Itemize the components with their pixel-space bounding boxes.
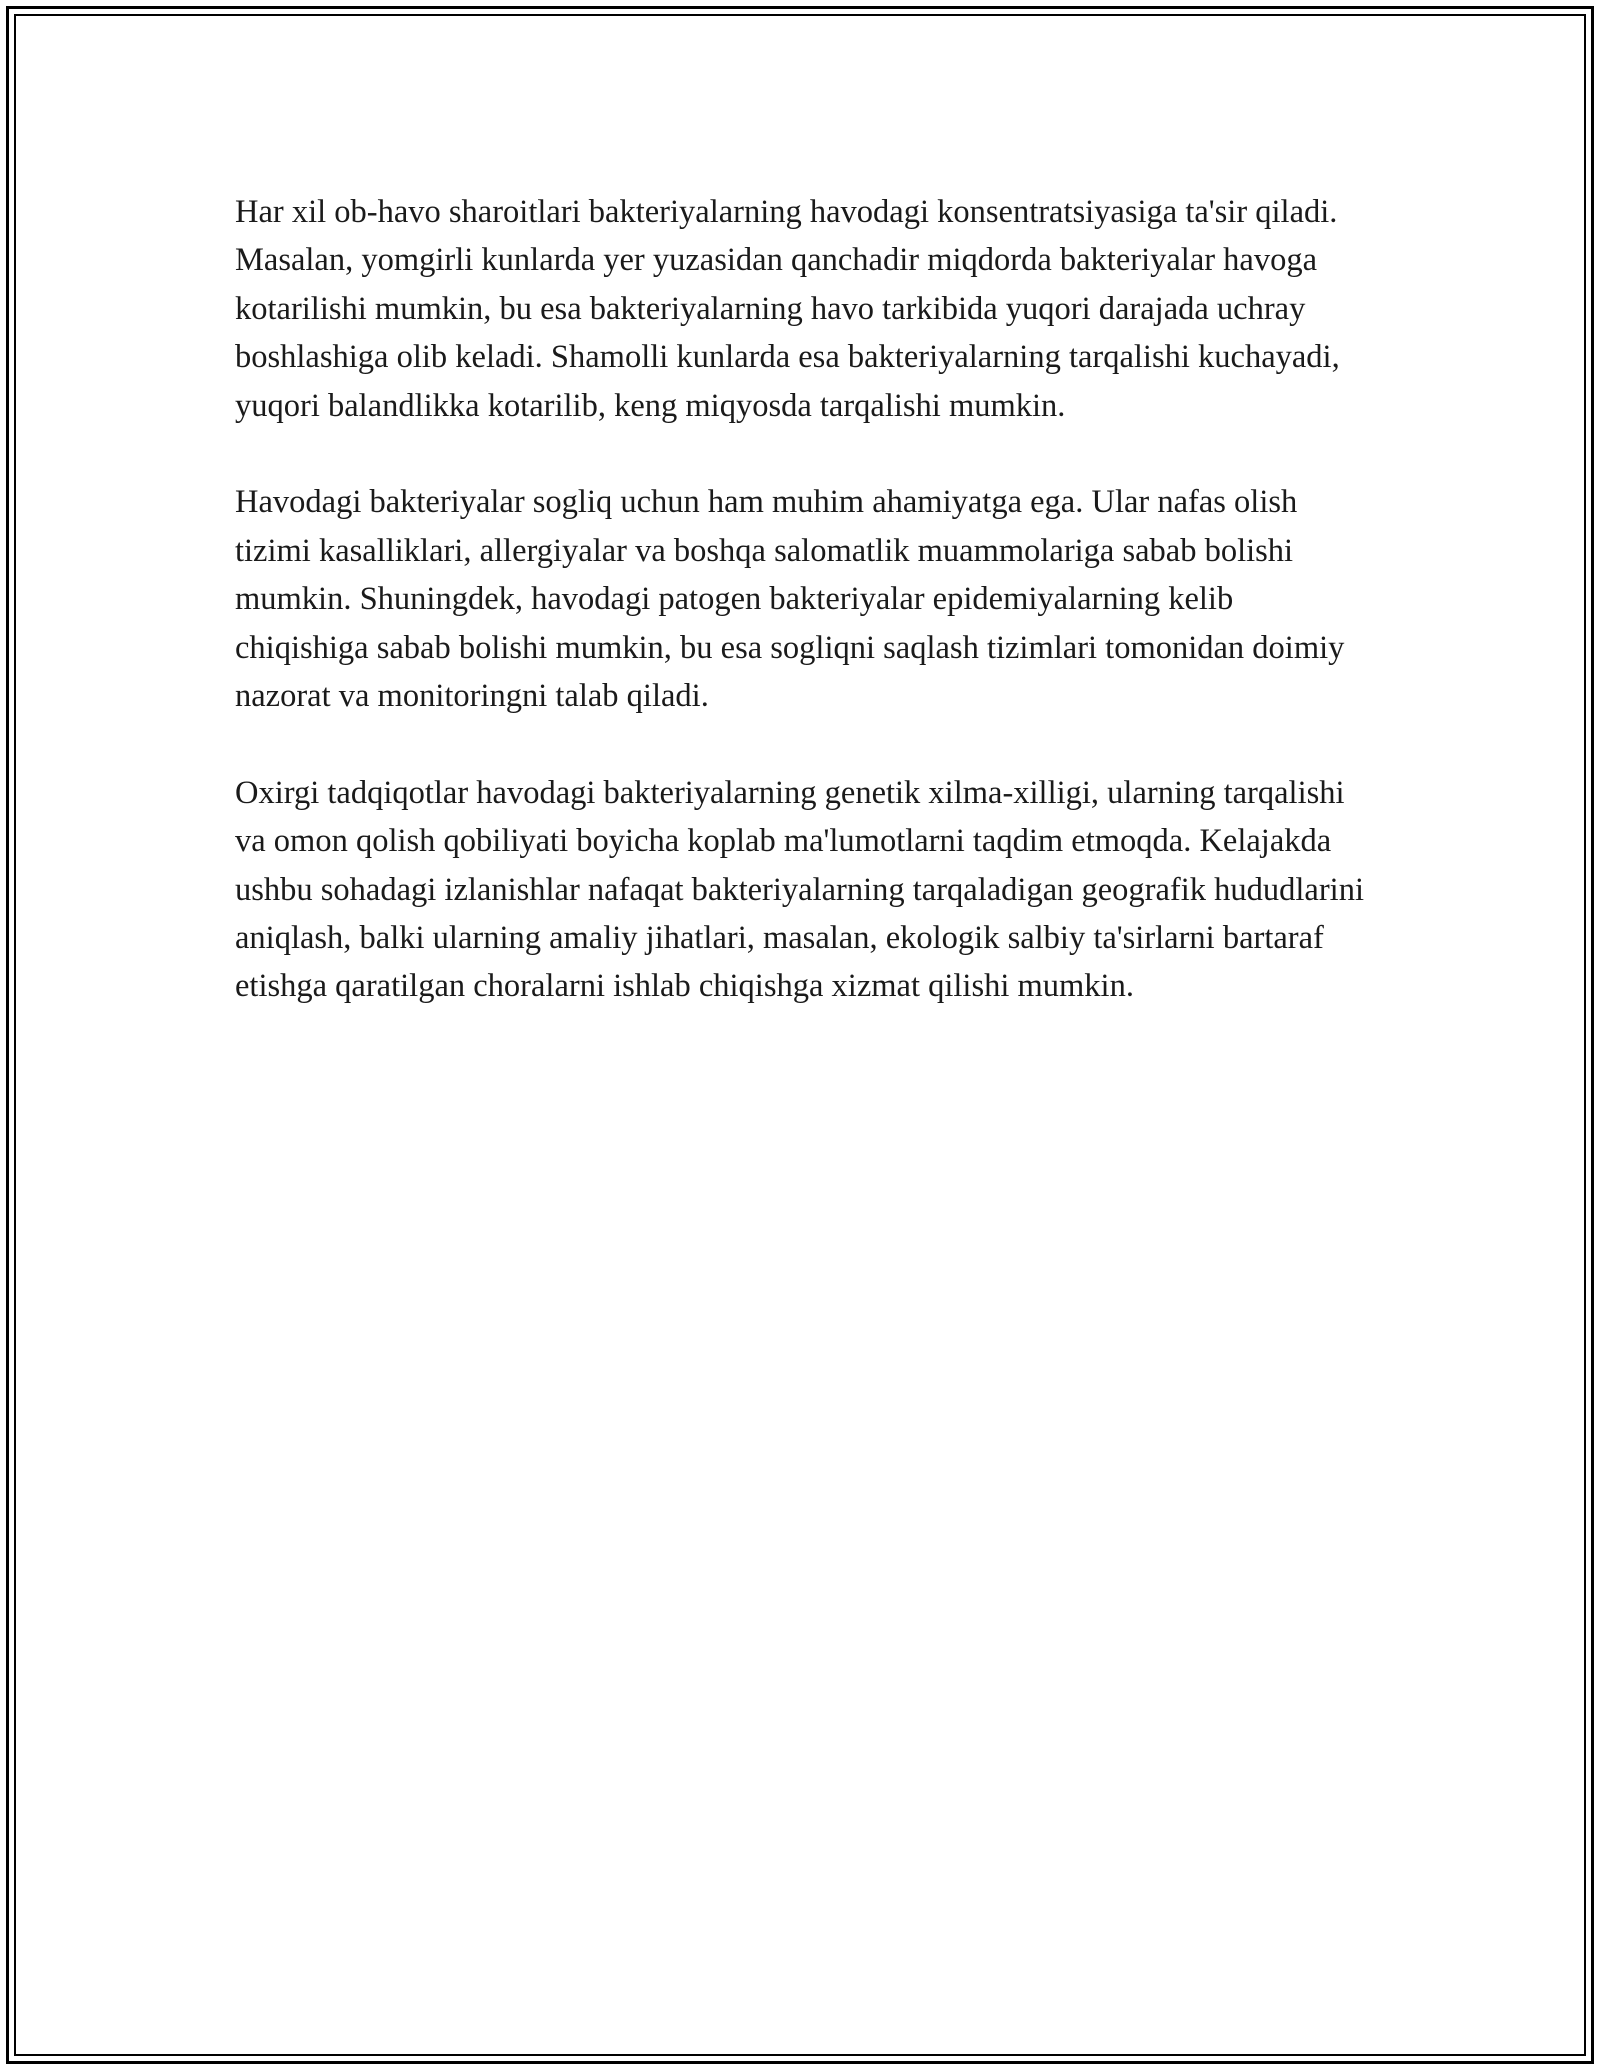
paragraph-1: Har xil ob-havo sharoitlari bakteriyalarning havodagi konsentratsiyasiga ta'sir qiladi. Masalan, yomgirli kunlarda yer yuzasidan qanchadir miqdorda bakteriyalar havoga kotarilishi mumkin, bu esa bakteriyalarning havo tarkibida yuqori darajada uchray boshlashiga olib keladi. Shamolli kunlarda esa bakteriyalarning tarqalishi kuchayadi, yuqori balandlikka kotarilib, keng miqyosda tarqalishi mumkin.: [235, 194, 1340, 424]
paragraph-3: Oxirgi tadqiqotlar havodagi bakteriyalarning genetik xilma-xilligi, ularning tarqalishi va omon qolish qobiliyati boyicha koplab ma'lumotlarni taqdim etmoqda. Kelajakda ushbu sohadagi izlanishlar nafaqat bakteriyalarning tarqaladigan geografik hududlarini aniqlash, balki ularning amaliy jihatlari, masalan, ekologik salbiy ta'sirlarni bartaraf etishga qaratilgan choralarni ishlab chiqishga xizmat qilishi mumkin.: [235, 774, 1364, 1005]
document-body: [235, 188, 1365, 1011]
paragraph-2: Havodagi bakteriyalar sogliq uchun ham muhim ahamiyatga ega. Ular nafas olish tizimi kasalliklari, allergiyalar va boshqa salomatlik muammolariga sabab bolishi mumkin. Shuningdek, havodagi patogen bakteriyalar epidemiyalarning kelib chiqishiga sabab bolishi mumkin, bu esa sogliqni saqlash tizimlari tomonidan doimiy nazorat va monitoringni talab qiladi.: [235, 484, 1345, 715]
